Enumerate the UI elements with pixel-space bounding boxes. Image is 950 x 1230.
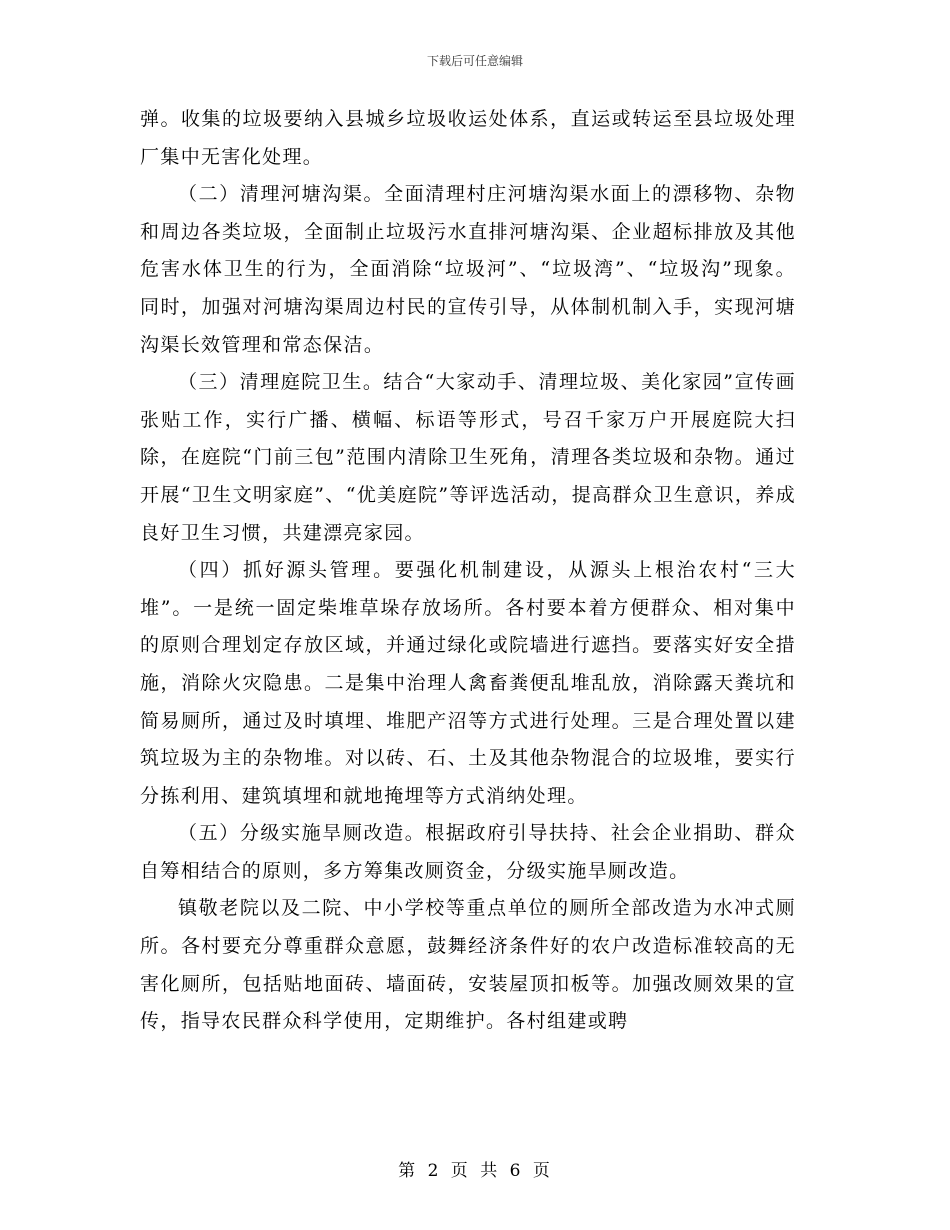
document-body xyxy=(140,101,796,1041)
paragraph-continuation: 弹。收集的垃圾要纳入县城乡垃圾收运处体系，直运或转运至县垃圾处理厂集中无害化处理。 xyxy=(140,108,796,168)
paragraph-key-units: 镇敬老院以及二院、中小学校等重点单位的厕所全部改造为水冲式厕所。各村要充分尊重群众意愿，鼓舞经济条件好的农户改造标准较高的无害化厕所，包括贴地面砖、墙面砖，安装屋顶扣板等。加强改厕效果的宣传，指导农民群众科学使用，定期维护。各村组建或聘 xyxy=(140,897,796,1033)
paragraph-clean-ponds: （二）清理河塘沟渠。全面清理村庄河塘沟渠水面上的漂移物、杂物和周边各类垃圾，全面制止垃圾污水直排河塘沟渠、企业超标排放及其他危害水体卫生的行为，全面消除“垃圾河”、“垃圾湾”、“垃圾沟”现象。同时，加强对河塘沟渠周边村民的宣传引导，从体制机制入手，实现河塘沟渠长效管理和常态保洁。 xyxy=(140,183,796,356)
page-number: 第 2 页 共 6 页 xyxy=(398,1161,552,1181)
paragraph-toilet-renovation: （五）分级实施旱厕改造。根据政府引导扶持、社会企业捐助、群众自筹相结合的原则，多方筹集改厕资金，分级实施旱厕改造。 xyxy=(140,822,796,882)
page-header: 下载后可任意编辑 xyxy=(426,54,523,68)
paragraph-source-management: （四）抓好源头管理。要强化机制建设，从源头上根治农村“三大堆”。一是统一固定柴堆草垛存放场所。各村要本着方便群众、相对集中的原则合理划定存放区域，并通过绿化或院墙进行遮挡。要落实好安全措施，消除火灾隐患。二是集中治理人禽畜粪便乱堆乱放，消除露天粪坑和简易厕所，通过及时填埋、堆肥产沼等方式进行处理。三是合理处置以建筑垃圾为主的杂物堆。对以砖、石、土及其他杂物混合的垃圾堆，要实行分拣利用、建筑填埋和就地掩埋等方式消纳处理。 xyxy=(140,559,796,807)
paragraph-clean-courtyards: （三）清理庭院卫生。结合“大家动手、清理垃圾、美化家园”宣传画张贴工作，实行广播、横幅、标语等形式，号召千家万户开展庭院大扫除，在庭院“门前三包”范围内清除卫生死角，清理各类垃圾和杂物。通过开展“卫生文明家庭”、“优美庭院”等评选活动，提高群众卫生意识，养成良好卫生习惯，共建漂亮家园。 xyxy=(140,371,796,544)
